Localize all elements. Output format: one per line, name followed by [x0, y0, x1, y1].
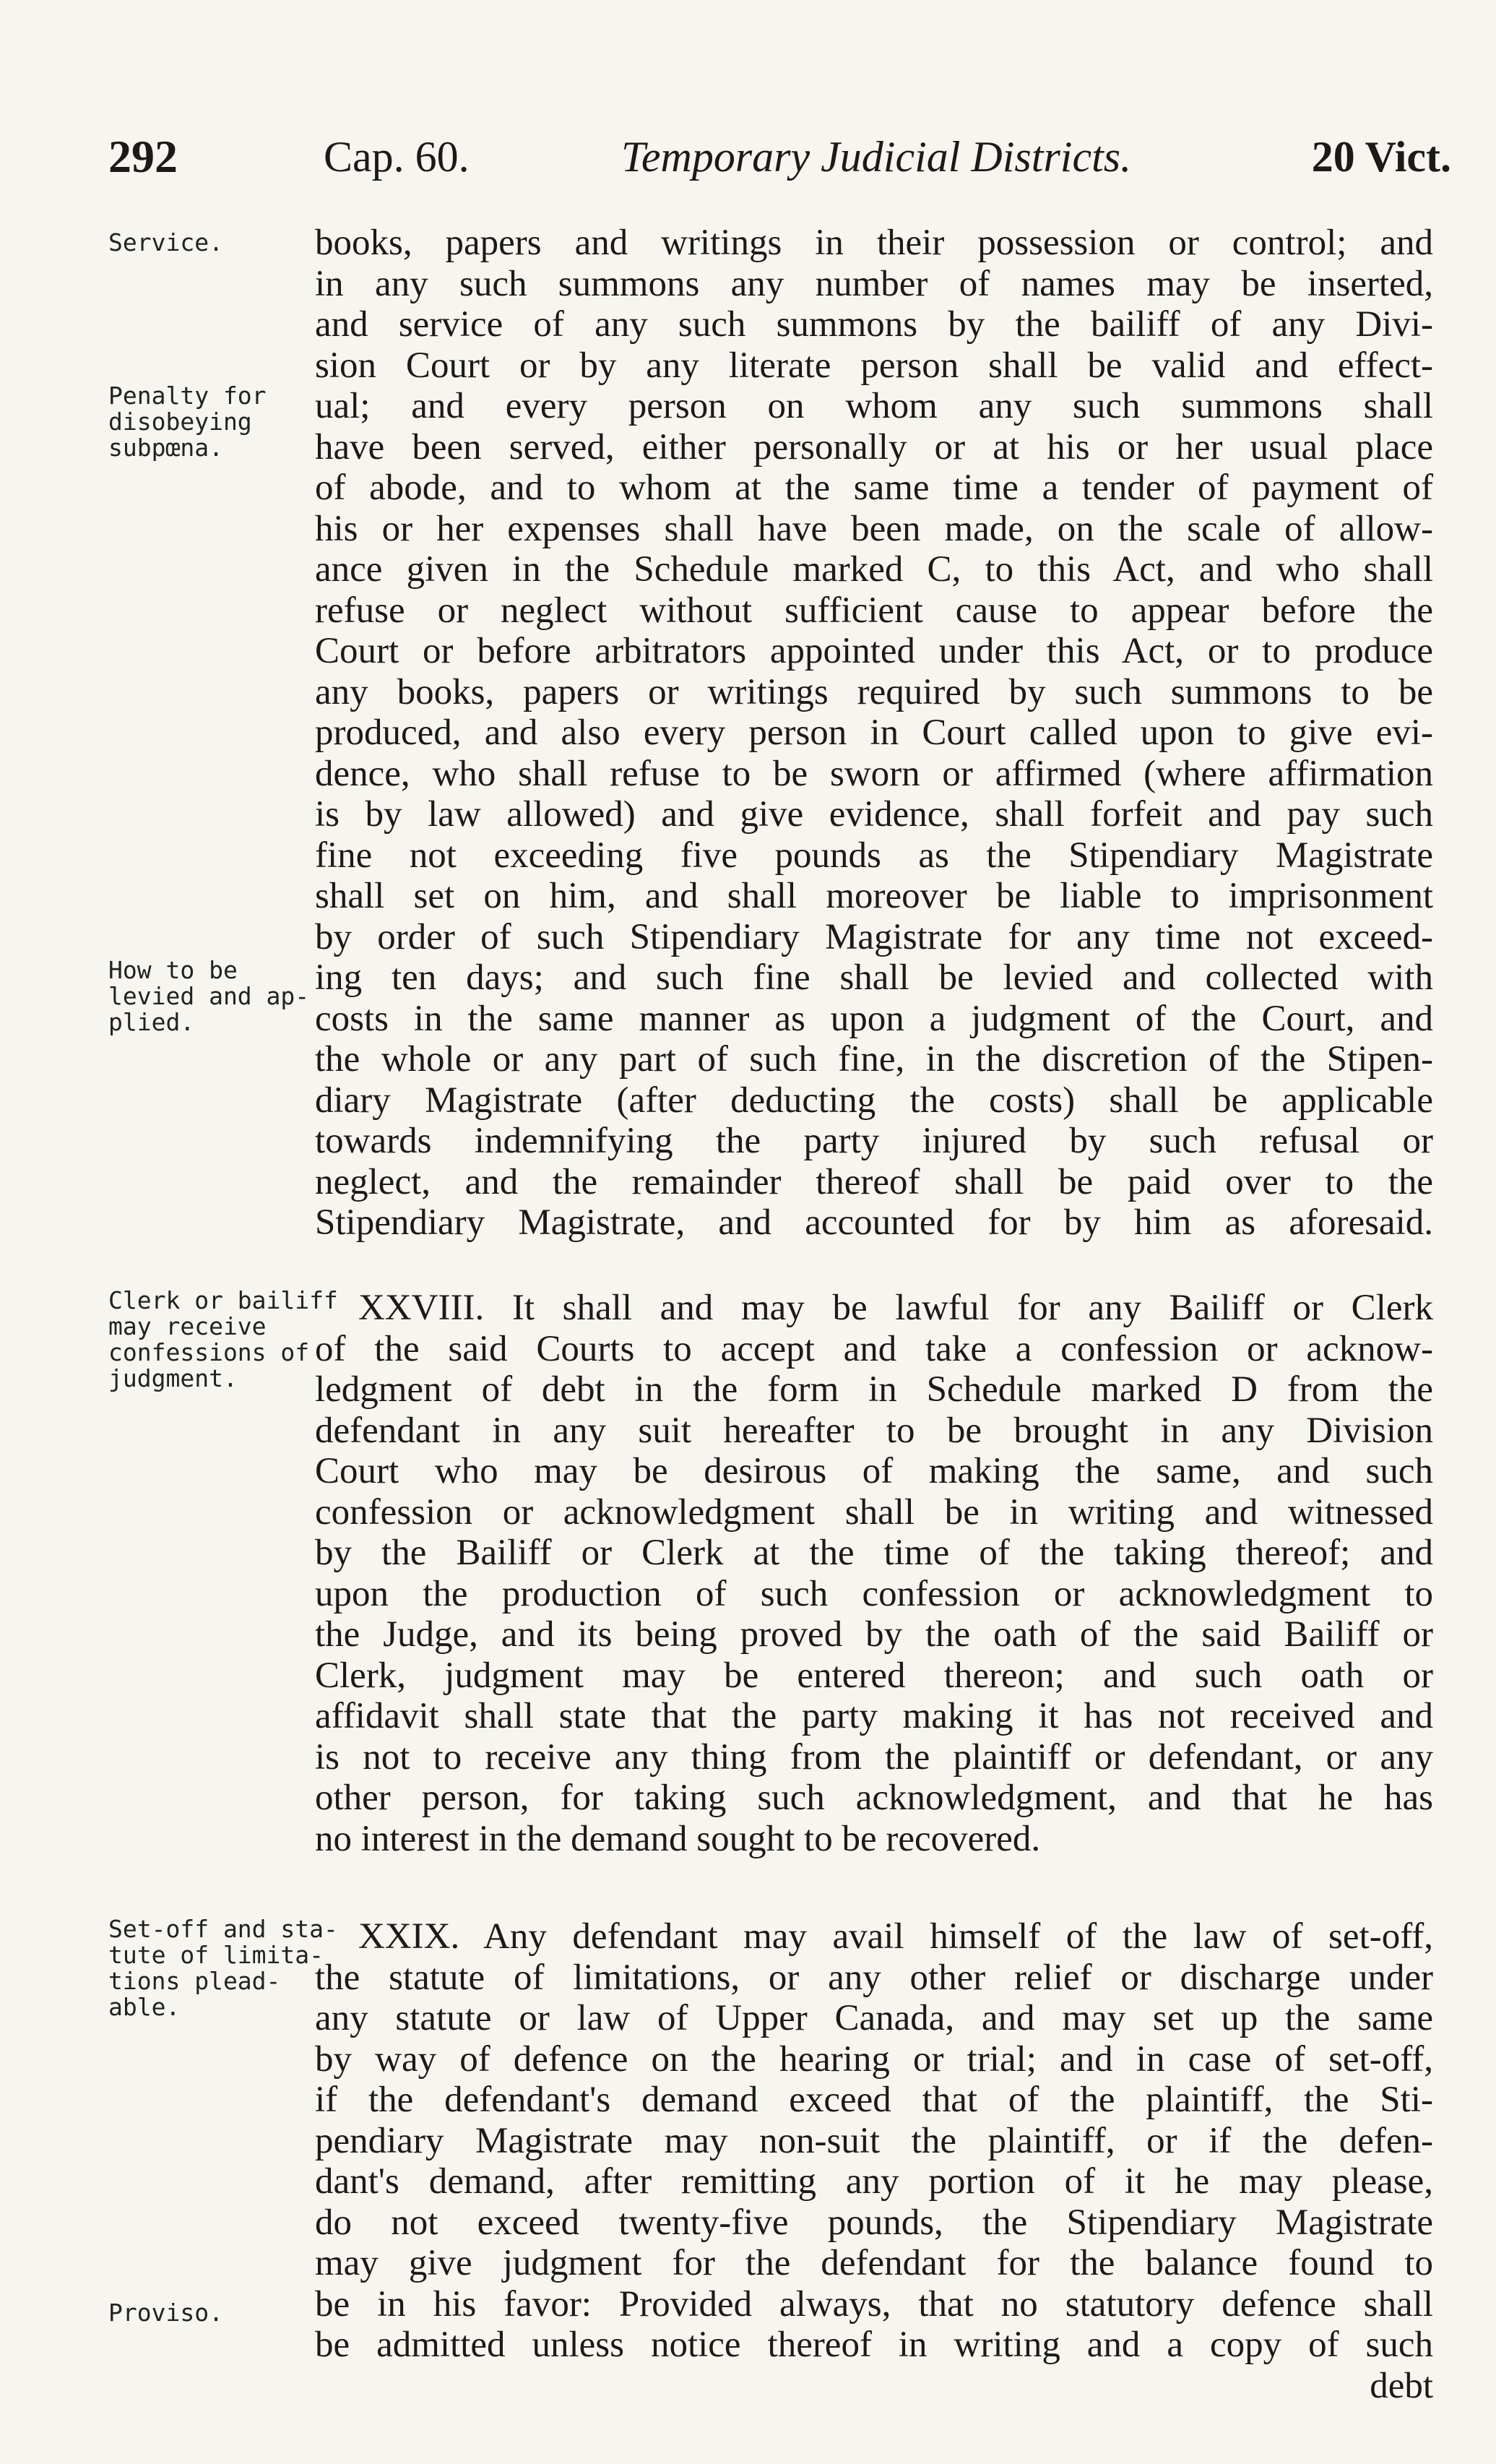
- text-line: shall set on him, and shall moreover be liable to imprisonment: [315, 876, 1433, 916]
- text-line: Stipendiary Magistrate, and accounted for by him as aforesaid.: [315, 1202, 1433, 1243]
- margin-note-line: Clerk or bailiff: [108, 1286, 338, 1314]
- text-line: if the defendant's demand exceed that of the plaintiff, the Sti-: [315, 2080, 1433, 2120]
- chapter-label: Cap. 60.: [324, 133, 470, 181]
- margin-note-line: judgment.: [108, 1364, 238, 1392]
- text-line: by order of such Stipendiary Magistrate for any time not exceed-: [315, 916, 1433, 957]
- text-line: Court or before arbitrators appointed under this Act, or to produce: [315, 631, 1433, 671]
- text-line: his or her expenses shall have been made, on the scale of allow-: [315, 508, 1433, 549]
- text-line: costs in the same manner as upon a judgment of the Court, and: [315, 998, 1433, 1039]
- margin-note-line: able.: [108, 1993, 181, 2021]
- margin-note-service: [108, 230, 303, 256]
- margin-note-penalty: [108, 383, 303, 461]
- margin-note-line: plied.: [108, 1008, 195, 1036]
- text-line: Court who may be desirous of making the same, and such: [315, 1451, 1433, 1491]
- text-line: towards indemnifying the party injured by such refusal or: [315, 1121, 1433, 1161]
- text-line: of the said Courts to accept and take a confession or acknow-: [315, 1328, 1433, 1369]
- regnal-year: 20 Vict.: [1311, 133, 1451, 181]
- text-line: dence, who shall refuse to be sworn or affirmed (where affirmation: [315, 753, 1433, 794]
- text-line: the Judge, and its being proved by the oath of the said Bailiff or: [315, 1614, 1433, 1655]
- margin-note-line: Service.: [108, 228, 223, 257]
- text-line: neglect, and the remainder thereof shall be paid over to the: [315, 1161, 1433, 1202]
- text-line: ledgment of debt in the form in Schedule marked D from the: [315, 1369, 1433, 1410]
- text-line: is not to receive any thing from the plaintiff or defendant, or any: [315, 1736, 1433, 1778]
- margin-note-line: may receive: [108, 1312, 267, 1340]
- running-title: Temporary Judicial Districts.: [621, 133, 1132, 181]
- text-line: no interest in the demand sought to be recovered.: [315, 1818, 1041, 1859]
- text-line: may give judgment for the defendant for the balance found to: [315, 2243, 1433, 2283]
- text-line: defendant in any suit hereafter to be brought in any Division: [315, 1410, 1433, 1451]
- margin-note-line: Proviso.: [108, 2299, 223, 2327]
- text-line: by way of defence on the hearing or trial; and in case of set-off,: [315, 2038, 1433, 2080]
- text-line: produced, and also every person in Court called upon to give evi-: [315, 712, 1433, 753]
- text-line: do not exceed twenty-five pounds, the Stipendiary Magistrate: [315, 2202, 1433, 2243]
- margin-note-levied: [108, 956, 310, 1036]
- text-line: have been served, either personally or at his or her usual place: [315, 426, 1433, 468]
- margin-note-line: levied and ap-: [108, 982, 310, 1010]
- text-line: affidavit shall state that the party making it has not received and: [315, 1696, 1433, 1736]
- text-line: the statute of limitations, or any other relief or discharge under: [315, 1957, 1433, 1998]
- text-line: other person, for taking such acknowledgment, and that he has: [315, 1778, 1433, 1818]
- margin-note-line: confessions of: [108, 1338, 310, 1366]
- section-xxviii: [315, 1288, 1433, 1859]
- text-line: by the Bailiff or Clerk at the time of the taking thereof; and: [315, 1533, 1433, 1573]
- text-line: ance given in the Schedule marked C, to this Act, and who shall: [315, 549, 1433, 590]
- catchword: debt: [1370, 2365, 1433, 2406]
- margin-note-line: disobeying: [108, 408, 252, 436]
- margin-note-clerk: [108, 1286, 338, 1392]
- paragraph-continued: [315, 223, 1433, 1244]
- text-line: confession or acknowledgment shall be in writing and witnessed: [315, 1491, 1433, 1533]
- text-line: the whole or any part of such fine, in the discretion of the Stipen-: [315, 1039, 1433, 1080]
- text-line: is by law allowed) and give evidence, shall forfeit and pay such: [315, 794, 1433, 835]
- text-line: dant's demand, after remitting any portion of it he may please,: [315, 2161, 1433, 2202]
- text-line: ing ten days; and such fine shall be levied and collected with: [315, 957, 1433, 998]
- section-xxix: [315, 1916, 1433, 2406]
- text-line: and service of any such summons by the bailiff of any Divi-: [315, 304, 1433, 345]
- text-line: be admitted unless notice thereof in writing and a copy of such: [315, 2325, 1433, 2365]
- margin-note-line: tions plead-: [108, 1967, 281, 1995]
- text-line: in any such summons any number of names may be inserted,: [315, 263, 1433, 304]
- margin-note-proviso: [108, 2300, 303, 2326]
- text-line: any books, papers or writings required by such summons to be: [315, 671, 1433, 712]
- margin-note-line: Penalty for: [108, 382, 267, 410]
- text-line: refuse or neglect without sufficient cause to appear before the: [315, 590, 1433, 631]
- text-line: XXIX. Any defendant may avail himself of the law of set-off,: [358, 1916, 1433, 1957]
- margin-note-line: subpœna.: [108, 434, 223, 462]
- text-line: Clerk, judgment may be entered thereon; and such oath or: [315, 1655, 1433, 1696]
- margin-note-line: tute of limita-: [108, 1941, 324, 1969]
- text-line: pendiary Magistrate may non-suit the plaintiff, or if the defen-: [315, 2120, 1433, 2161]
- text-line: XXVIII. It shall and may be lawful for any Bailiff or Clerk: [358, 1288, 1433, 1328]
- margin-note-line: Set-off and sta-: [108, 1915, 338, 1943]
- text-line: any statute or law of Upper Canada, and may set up the same: [315, 1998, 1433, 2038]
- text-line: fine not exceeding five pounds as the Stipendiary Magistrate: [315, 835, 1433, 876]
- text-line: upon the production of such confession or acknowledgment to: [315, 1573, 1433, 1614]
- margin-note-setoff: [108, 1915, 338, 2021]
- text-line: be in his favor: Provided always, that no statutory defence shall: [315, 2283, 1433, 2325]
- text-line: diary Magistrate (after deducting the costs) shall be applicable: [315, 1080, 1433, 1121]
- margin-note-line: How to be: [108, 956, 238, 984]
- text-line: of abode, and to whom at the same time a tender of payment of: [315, 468, 1433, 508]
- page-number: 292: [108, 131, 178, 182]
- text-line: ual; and every person on whom any such summons shall: [315, 386, 1433, 426]
- text-line: books, papers and writings in their possession or control; and: [315, 223, 1433, 263]
- text-line: sion Court or by any literate person shall be valid and effect-: [315, 345, 1433, 386]
